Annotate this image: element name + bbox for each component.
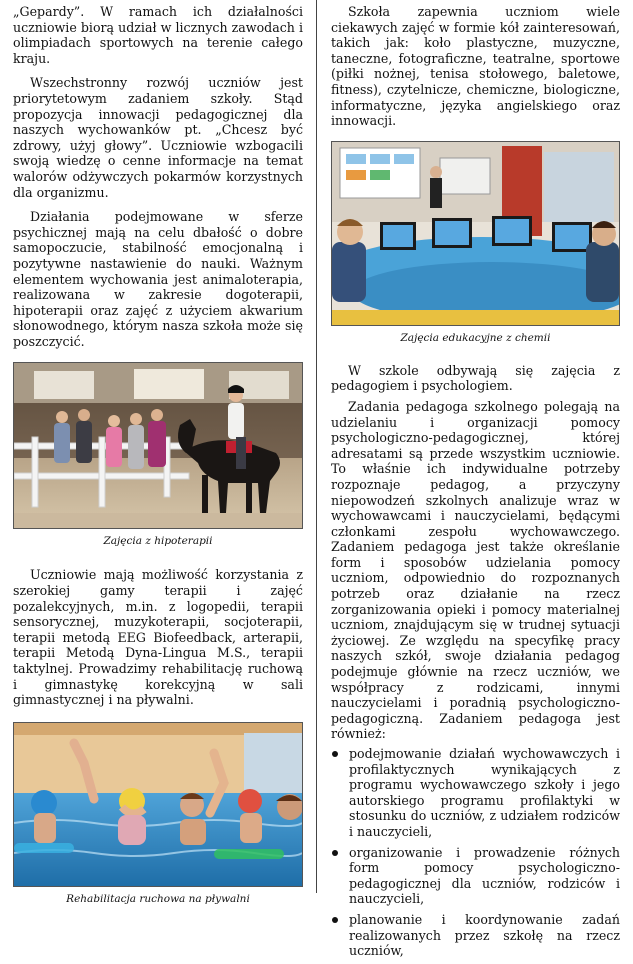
list-item-text: organizowanie i prowadzenie różnych form pomocy psychologiczno-pedagogicznej dla uczniów, rodziców i nauczycieli, xyxy=(349,844,620,907)
bullet-icon xyxy=(332,917,338,923)
swimming-pool-caption: Rehabilitacja ruchowa na pływalni xyxy=(66,892,250,905)
pedagogue-tasks-list xyxy=(331,746,620,959)
hippotherapy-illustration xyxy=(14,363,302,528)
chemistry-lab-illustration xyxy=(332,142,619,325)
column-divider xyxy=(316,0,317,893)
hippotherapy-caption: Zajęcia z hipoterapii xyxy=(103,535,213,548)
bullet-icon xyxy=(332,751,338,757)
list-item-text: planowanie i koordynowanie zadań realizowanych przez szkołę na rzecz uczniów, xyxy=(349,911,620,959)
left-paragraph-2: Wszechstronny rozwój uczniów jest priorytetowym zadaniem szkoły. Stąd propozycja innowacji pedagogicznej dla naszych wychowanków pt. „Chcesz być zdrowy, użyj głowy”. Uczniowie wzbogacili swoją wiedzę o cenne informacje na temat walorów odżywczych pokarmów korzystnych dla organizmu. xyxy=(13,75,303,200)
right-paragraph-3: Zadania pedagoga szkolnego polegają na udzielaniu i organizacji pomocy psychologiczno-pedagogicznej, której adresatami są przede wszystkim uczniowie. To właśnie ich indywidualne potrzeby rozpoznaje pedagog, a przyczyny niepowodzeń szkolnych analizuje wraz w wychowawcami i nauczycielami, będącymi członkami zespołu wychowawczego. Zadaniem pedagoga jest także określanie form i sposobów udzielania pomocy uczniom, odpowiednio do rozpoznanych potrzeb oraz działanie na rzecz zorganizowania opieki i pomocy materialnej uczniom, znajdującym się w trudnej sytuacji życiowej. Ze względu na specyfikę pracy naszych szkół, swoje działania pedagog podejmuje głównie na rzecz uczniów, we współpracy z rodzicami, innymi nauczycielami i poradnią psychologiczno-pedagogiczną. Zadaniem pedagoga jest również: xyxy=(331,398,620,742)
right-column xyxy=(331,0,620,964)
chemistry-lab-caption: Zajęcia edukacyjne z chemii xyxy=(400,331,551,344)
list-item xyxy=(331,746,620,840)
right-paragraph-2: W szkole odbywają się zajęcia z pedagogiem i psychologiem. xyxy=(331,362,620,394)
bullet-icon xyxy=(332,850,338,856)
swimming-pool-illustration xyxy=(14,723,302,886)
left-paragraph-4: Uczniowie mają możliwość korzystania z szerokiej gamy terapii i zajęć pozalekcyjnych, m.in. z logopedii, terapii sensorycznej, muzykoterapii, socjoterapii, terapii metodą EEG Biofeedback, arterapii, terapii Metodą Dyna-Lingua M.S., terapii taktylnej. Prowadzimy rehabilitację ruchową i gimnastykę korekcyjną w sali gimnastycznej i na pływalni. xyxy=(13,567,303,708)
swimming-pool-photo xyxy=(13,722,303,887)
chemistry-lab-photo xyxy=(331,141,620,326)
list-item xyxy=(331,845,620,907)
list-item xyxy=(331,912,620,959)
left-paragraph-3: Działania podejmowane w sferze psychicznej mają na celu dbałość o dobre samopoczucie, stabilność emocjonalną i pozytywne nastawienie do nauki. Ważnym elementem wychowania jest animaloterapia, realizowana w zakresie dogoterapii, hipoterapii oraz zajęć z użyciem akwarium słonowodnego, którym nasza szkoła może się poszczycić. xyxy=(13,209,303,349)
list-item-text: podejmowanie działań wychowawczych i profilaktycznych wynikających z programu wychowawczego szkoły i jego autorskiego programu profilaktyki w stosunku do uczniów, z udziałem rodziców i nauczycieli, xyxy=(349,746,620,839)
left-paragraph-1: „Gepardy”. W ramach ich działalności uczniowie biorą udział w licznych zawodach i olimpiadach sportowych na terenie całego kraju. xyxy=(13,4,303,66)
right-paragraph-1: Szkoła zapewnia uczniom wiele ciekawych zajęć w formie kół zainteresowań, takich jak: koło plastyczne, muzyczne, taneczne, fotograficzne, teatralne, sportowe (piłki nożnej, tenisa stołowego, baletowe, fitness), czytelnicze, chemiczne, biologiczne, informatyczne, języka angielskiego oraz innowacji. xyxy=(331,4,620,129)
left-column xyxy=(13,0,303,906)
hippotherapy-photo xyxy=(13,362,303,529)
